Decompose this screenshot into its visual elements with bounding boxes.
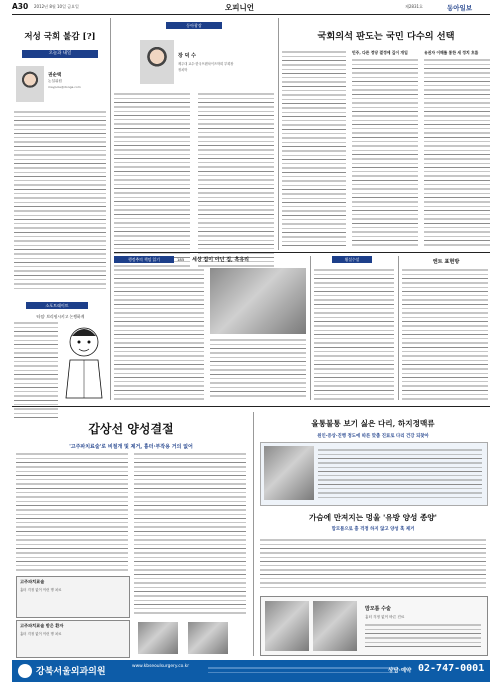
plaza-body-lines: [114, 92, 190, 268]
cartoon-tab-label: 소포트래이트: [45, 303, 69, 308]
chat-tab-label: 횡설수설: [344, 257, 360, 262]
ad-thyroid-body-lines: [16, 452, 128, 572]
ad-box-1-sub: 흉터 걱정 없이 이런 병 치료: [20, 588, 62, 592]
author-photo: [16, 66, 44, 102]
ad-breast-subtitle: 맘모톰으로 흉 걱정 하지 않고 양성 혹 제거: [331, 527, 415, 532]
column-small-tab: [114, 256, 174, 263]
ad-thyroid-photo-1: [138, 622, 178, 654]
column-small: [114, 256, 308, 402]
hospital-logo-icon: [18, 664, 32, 678]
column-small-number: 185: [177, 257, 185, 262]
issue-date: 2012년 8월 10일 금요일: [34, 4, 79, 9]
editorial-body-lines-3: [424, 58, 490, 246]
ad-clinic-body-lines: [365, 623, 481, 649]
editorial-title: 국회의석 판도는 국민 다수의 선택: [317, 31, 455, 42]
header-rule: [12, 14, 490, 15]
page-header: [0, 0, 500, 14]
column-small-body-lines-2: [210, 338, 306, 400]
plaza-tab-label: 동아광장: [186, 23, 202, 28]
cartoon-illustration: [60, 320, 108, 402]
page-number: A30: [12, 2, 29, 11]
col-divider-3: [310, 256, 311, 400]
author-role: 논설위원: [48, 79, 62, 83]
column-center: [114, 18, 276, 268]
editorial-body-lines-2: [352, 58, 418, 246]
col-divider-4: [398, 256, 399, 400]
author-email: maypole@donga.com: [48, 85, 81, 89]
ad-thyroid-box-1: [16, 576, 130, 618]
hospital-url[interactable]: www.kbseoulsurgery.co.kr: [132, 664, 189, 669]
editorial-subhead-1: 민주, 다른 정당 결정에 깊이 개입: [352, 50, 408, 55]
ad-clinic-photo-1: [265, 601, 309, 651]
phone-number[interactable]: 02-747-0001: [418, 663, 485, 674]
author-byline: [48, 72, 106, 89]
ad-breast-body-lines: [260, 538, 486, 590]
column-small-body-lines: [114, 268, 204, 400]
column-small-tab-label: 행정추의 책임 읽기: [128, 257, 160, 262]
plaza-tab: [166, 22, 222, 29]
column-right: [402, 256, 490, 402]
cartoon-tab: [26, 302, 88, 309]
hospital-address-lines: [208, 666, 398, 676]
editorial-body-lines: [282, 50, 346, 246]
ad-box-1-title: 고주파치료술: [20, 579, 45, 584]
phone-label: 상담·예약: [388, 668, 412, 674]
editorial-subhead-2: 유권자 이해를 통한 새 정치 흐름: [424, 50, 479, 55]
ad-thyroid-photo-2: [188, 622, 228, 654]
ad-thyroid-box-2: [16, 620, 130, 658]
section-title: 오피니언: [225, 3, 254, 12]
col-divider-1: [110, 18, 111, 400]
plaza-author-photo: [140, 40, 174, 84]
chat-body-lines: [314, 268, 394, 400]
author-name: 권순택: [48, 73, 62, 78]
cartoon-caption: '타임' 브리핑시키고 논쟁하게: [35, 314, 85, 319]
hospital-name: 강북서울외과의원: [36, 667, 106, 677]
ad-varicose-title: 올통불통 보기 싫은 다리, 하지정맥류: [311, 419, 435, 428]
column-body-lines: [14, 110, 106, 292]
ad-footer-banner: [12, 660, 490, 682]
ad-clinic-sub: 흉터 걱정 없이 바른 진료: [365, 615, 405, 619]
column-tab-label: 오늘과 내일: [48, 51, 72, 56]
ad-clinic-name: 맘모톰 수술: [365, 606, 391, 612]
ad-varicose: [256, 412, 490, 658]
plaza-author-name: 장 덕 수: [178, 53, 196, 59]
editorial-main: [282, 18, 490, 250]
ad-clinic-card: [260, 596, 488, 656]
cartoon-drawing: [60, 320, 108, 402]
plaza-author-role: 제주대 교수·한국프랜차이즈학회 부회장: [178, 62, 234, 66]
issue-number: 제2831호: [405, 4, 423, 9]
ad-breast-title: 가슴에 만져지는 멍울 '유방 양성 종양': [309, 513, 437, 522]
ad-box-2-sub: 흉터 걱정 없이 이런 병 치료: [20, 632, 62, 636]
ad-thyroid: [12, 412, 250, 658]
newspaper-name: 동아일보: [447, 3, 473, 12]
ad-thyroid-title: 갑상선 양성결절: [88, 422, 174, 436]
ad-clinic-photo-2: [313, 601, 357, 651]
ad-varicose-subtitle: 원인·증상·진행 정도에 따른 맞춤 진료로 다리 건강 되찾아: [317, 434, 429, 439]
ad-thyroid-subtitle: '고주파치료술'로 비절개 및 제거, 흉터·부작용 거의 없어: [69, 444, 193, 450]
ad-leg-photo: [264, 446, 314, 500]
column-tab: [22, 50, 98, 58]
right-column-title: 엔트 표현방: [432, 259, 460, 265]
ad-varicose-body-lines: [318, 448, 482, 500]
ad-divider: [253, 412, 254, 656]
plaza-author-role2: 정치학: [178, 68, 188, 72]
column-title: 저성 국회 불감 [?]: [24, 32, 96, 42]
ad-thyroid-body-lines-2: [134, 452, 246, 616]
ad-rule: [12, 406, 490, 407]
plaza-body-lines-2: [198, 92, 274, 268]
ad-box-2-title: 고주파치료술 받은 환자: [20, 623, 64, 628]
plaza-byline: [178, 52, 274, 72]
column-chat: [314, 256, 396, 402]
chat-tab: [332, 256, 372, 263]
col-divider-2: [278, 18, 279, 250]
mid-rule: [114, 252, 490, 253]
right-body-lines: [402, 268, 488, 400]
column-small-title: 세상 집이 아닌 집, 흑유리: [192, 257, 250, 263]
house-photo: [210, 268, 306, 334]
